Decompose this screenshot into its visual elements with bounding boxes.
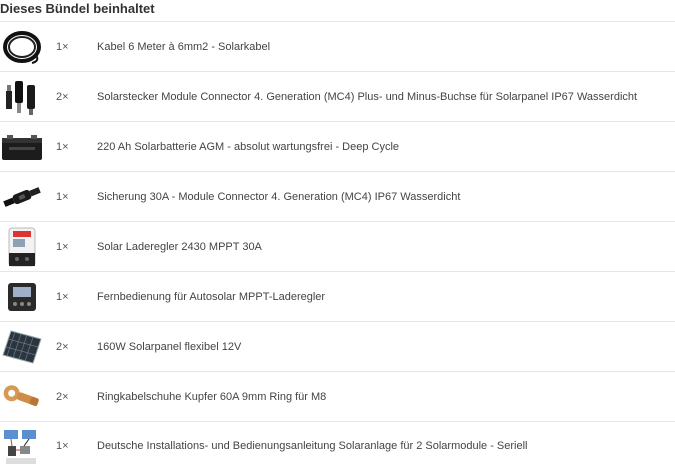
ring-terminal-icon bbox=[0, 377, 44, 417]
item-title: Sicherung 30A - Module Connector 4. Generation (MC4) IP67 Wasserdicht bbox=[97, 190, 461, 203]
item-title: Deutsche Installations- und Bedienungsanleitung Solaranlage für 2 Solarmodule - Seriell bbox=[97, 440, 528, 452]
item-quantity: 1× bbox=[56, 440, 69, 452]
item-quantity: 1× bbox=[56, 40, 69, 53]
item-title: 160W Solarpanel flexibel 12V bbox=[97, 340, 242, 353]
manual-diagram-icon bbox=[0, 427, 44, 467]
list-item bbox=[0, 422, 675, 470]
item-quantity: 1× bbox=[56, 140, 69, 153]
fuse-connector-icon bbox=[0, 177, 44, 217]
list-item bbox=[0, 22, 675, 72]
item-title: Kabel 6 Meter à 6mm2 - Solarkabel bbox=[97, 40, 271, 53]
item-quantity: 2× bbox=[56, 90, 69, 103]
cable-coil-icon bbox=[0, 27, 44, 67]
list-item bbox=[0, 322, 675, 372]
item-quantity: 1× bbox=[56, 190, 69, 203]
battery-icon bbox=[0, 127, 44, 167]
list-item bbox=[0, 372, 675, 422]
item-quantity: 2× bbox=[56, 390, 69, 403]
bundle-list bbox=[0, 22, 675, 470]
list-item bbox=[0, 172, 675, 222]
item-title: Fernbedienung für Autosolar MPPT-Laderegler bbox=[97, 290, 326, 303]
bundle-heading: Dieses Bündel beinhaltet bbox=[0, 0, 675, 22]
charge-controller-icon bbox=[0, 227, 44, 267]
mc4-connector-icon bbox=[0, 77, 44, 117]
item-title: Ringkabelschuhe Kupfer 60A 9mm Ring für M8 bbox=[97, 390, 327, 403]
list-item bbox=[0, 122, 675, 172]
item-title: Solarstecker Module Connector 4. Generation (MC4) Plus- und Minus-Buchse für Solarpanel IP67 Wasserdicht bbox=[97, 90, 638, 103]
list-item bbox=[0, 222, 675, 272]
item-title: 220 Ah Solarbatterie AGM - absolut wartungsfrei - Deep Cycle bbox=[97, 140, 400, 153]
item-quantity: 1× bbox=[56, 240, 69, 253]
item-title: Solar Laderegler 2430 MPPT 30A bbox=[97, 240, 262, 253]
solar-panel-icon bbox=[0, 327, 44, 367]
list-item bbox=[0, 72, 675, 122]
item-quantity: 1× bbox=[56, 290, 69, 303]
item-quantity: 2× bbox=[56, 340, 69, 353]
list-item bbox=[0, 272, 675, 322]
remote-display-icon bbox=[0, 277, 44, 317]
